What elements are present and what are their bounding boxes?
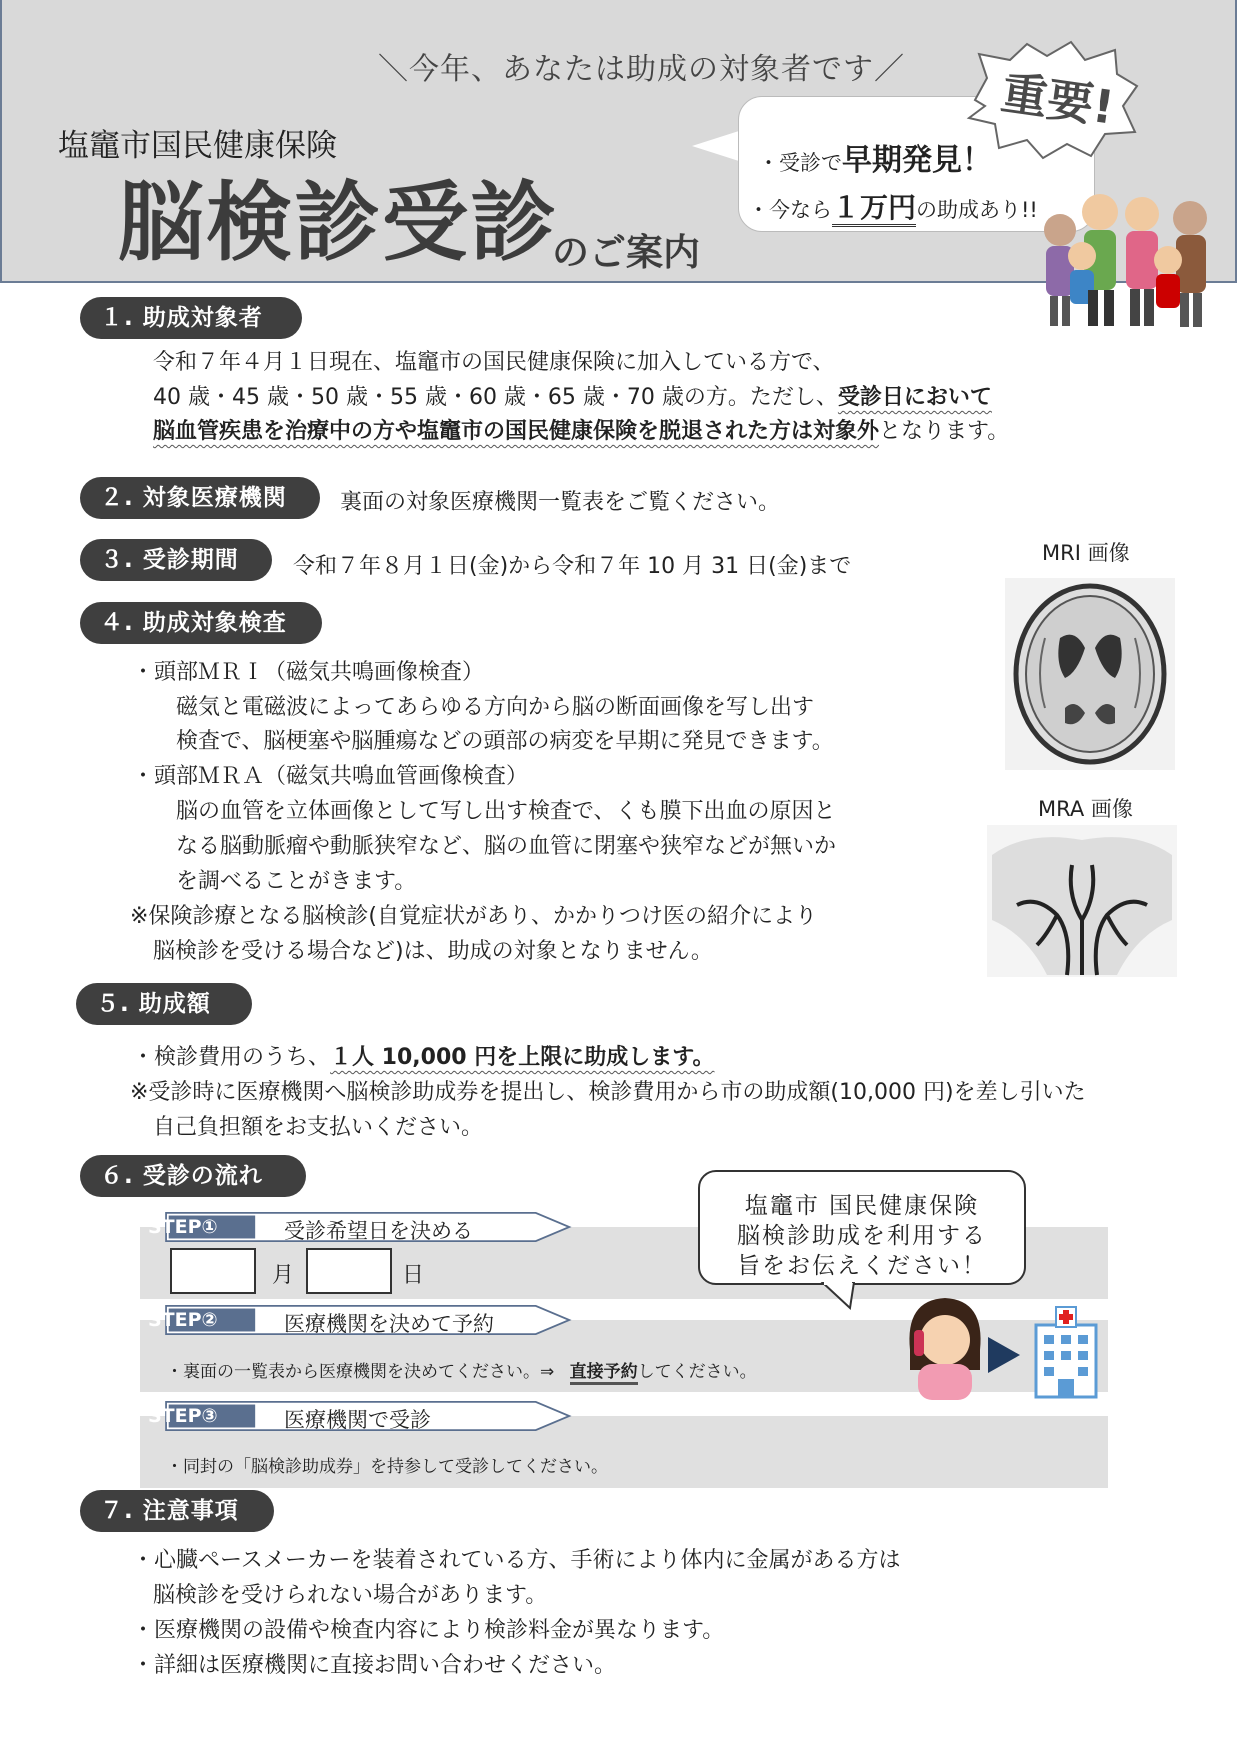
mra-image-label: MRA 画像 [1038,797,1133,821]
section-2-heading: ２. 対象医療機関 [80,477,320,519]
bubble-line-1 [758,135,992,179]
mra-desc-3: を調べることがきます。 [176,869,417,894]
mri-title: ・頭部ＭＲＩ（磁気共鳴画像検査） [132,660,485,685]
city-insurance-label: 塩竈市国民健康保険 [58,128,337,164]
section-5-heading: ５. 助成額 [76,983,252,1025]
sec7-line4: ・詳細は医療機関に直接お問い合わせください。 [132,1653,617,1678]
section-7-heading: ７. 注意事項 [80,1490,274,1532]
bubble-line-1-pre: ・受診で [758,151,842,175]
speech-line-3: 旨をお伝えください！ [737,1253,987,1279]
step2-tag: STEP② [148,1309,218,1331]
step1-tag: STEP① [148,1216,218,1238]
hospital-icon [1030,1303,1102,1401]
bubble-tail [692,130,742,162]
month-input[interactable] [170,1248,256,1294]
arrow-right-icon [986,1335,1022,1375]
bubble-line-2-pre: ・今なら [748,198,832,222]
mra-title: ・頭部ＭＲＡ（磁気共鳴血管画像検査） [132,764,529,789]
speech-line-1: 塩竈市 国民健康保険 [744,1193,980,1219]
step3-note: ・同封の「脳検診助成券」を持参して受診してください。 [166,1457,608,1477]
mri-brain-image [1005,578,1175,770]
speech-bubble-tail [820,1282,860,1310]
badge-text: 重要! [998,65,1118,135]
step2-note-post: してください。 [637,1362,757,1382]
bubble-line-2-bold: １万円 [832,191,916,227]
step2-title: 医療機関を決めて予約 [284,1312,494,1336]
sec5-line3: 自己負担額をお支払いください。 [153,1115,484,1140]
phone-woman-icon [900,1290,990,1400]
mra-desc-2: なる脳動脈瘤や動脈狭窄など、脳の血管に閉塞や狭窄などが無いか [176,834,837,859]
section-4-heading: ４. 助成対象検査 [80,602,322,644]
sec7-line2: 脳検診を受けられない場合があります。 [153,1583,548,1608]
sec4-note-2: 脳検診を受ける場合など)は、助成の対象となりません。 [153,939,713,964]
tagline: ＼今年、あなたは助成の対象者です／ [378,52,905,87]
sec1-line2 [153,380,992,411]
mra-vessel-image [987,825,1177,977]
mri-desc-2: 検査で、脳梗塞や脳腫瘍などの頭部の病変を早期に発見できます。 [176,729,834,754]
sec5-line1-pre: ・検診費用のうち、 [132,1045,331,1070]
step3-title: 医療機関で受診 [284,1408,431,1432]
step2-note-bold: 直接予約 [570,1362,638,1385]
bubble-line-1-bold: 早期発見！ [842,143,992,178]
section-3-heading: ３. 受診期間 [80,539,272,581]
step3-tag: STEP③ [148,1405,218,1427]
sec1-line3-bold: 脳血管疾患を治療中の方や塩竈市の国民健康保険を脱退された方は対象外 [153,419,880,444]
section-1-heading: １. 助成対象者 [80,297,302,339]
family-illustration-icon [1030,190,1220,340]
sec3-text: 令和７年８月１日(金)から令和７年 10 月 31 日(金)まで [293,554,852,579]
sec1-line3 [153,414,1009,445]
sec2-text: 裏面の対象医療機関一覧表をご覧ください。 [340,490,781,515]
sec1-line1: 令和７年４月１日現在、塩竈市の国民健康保険に加入している方で、 [153,350,835,375]
sec1-line2-bold: 受診日において [837,385,992,410]
bubble-line-2-post: の助成あり!! [916,198,1038,222]
mri-image-label: MRI 画像 [1042,541,1130,565]
sec1-line2-pre: 40 歳・45 歳・50 歳・55 歳・60 歳・65 歳・70 歳の方。ただし、 [153,385,838,410]
sec7-line3: ・医療機関の設備や検査内容により検診料金が異なります。 [132,1618,725,1643]
sec7-line1: ・心臓ペースメーカーを装着されている方、手術により体内に金属がある方は [132,1548,901,1573]
sec4-note-1: ※保険診療となる脳検診(自覚症状があり、かかりつけ医の紹介により [130,904,818,929]
sec5-line1 [132,1040,714,1071]
important-burst-icon [965,40,1141,160]
day-input[interactable] [306,1248,392,1294]
section-6-heading: ６. 受診の流れ [80,1155,306,1197]
sec5-line2: ※受診時に医療機関へ脳検診助成券を提出し、検診費用から市の助成額(10,000 円)を差し引いた [130,1080,1086,1105]
page-title: 脳検診受診 [118,173,558,273]
day-label: 日 [402,1263,425,1288]
speech-line-2: 脳検診助成を利用する [737,1223,987,1249]
page-title-sub: のご案内 [552,231,700,274]
mra-desc-1: 脳の血管を立体画像として写し出す検査で、くも膜下出血の原因と [176,799,836,824]
step2-note [166,1357,757,1382]
month-label: 月 [272,1263,295,1288]
sec5-line1-bold: １人 10,000 円を上限に助成します。 [330,1045,715,1070]
step1-title: 受診希望日を決める [284,1219,473,1243]
bubble-line-2 [748,186,1038,226]
step2-note-pre: ・裏面の一覧表から医療機関を決めてください。⇒ [166,1362,555,1382]
sec1-line3-post: となります。 [879,419,1010,444]
mri-desc-1: 磁気と電磁波によってあらゆる方向から脳の断面画像を写し出す [176,695,815,720]
